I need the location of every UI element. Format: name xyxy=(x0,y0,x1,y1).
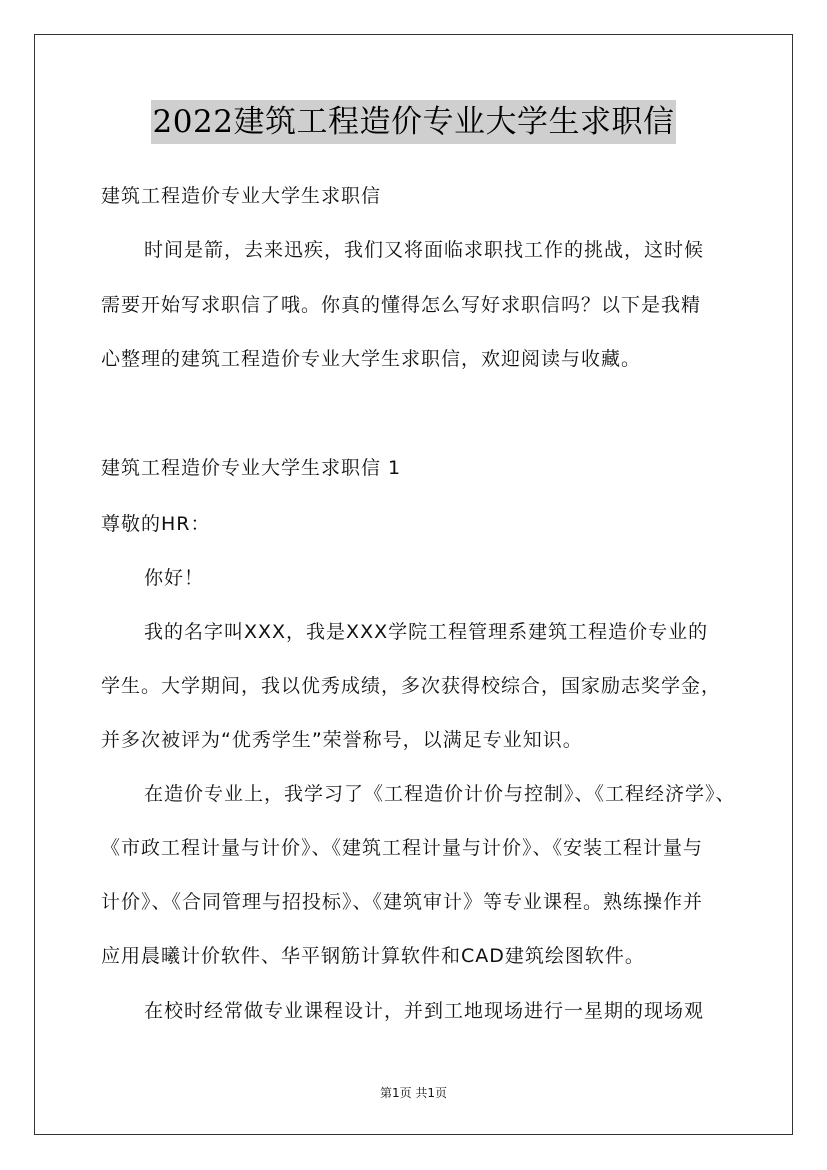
document-title: 2022建筑工程造价专业大学生求职信 xyxy=(151,100,677,144)
paragraph-line: 需要开始写求职信了哦。你真的懂得怎么写好求职信吗？以下是我精 xyxy=(101,294,702,316)
paragraph-line: 在校时经常做专业课程设计，并到工地现场进行一星期的现场观 xyxy=(144,1000,705,1022)
paragraph-line: 在造价专业上，我学习了《工程造价计价与控制》、《工程经济学》、 xyxy=(144,783,736,805)
page-footer: 第1页 共1页 xyxy=(379,1086,448,1100)
paragraph-line: 并多次被评为“优秀学生”荣誉称号，以满足专业知识。 xyxy=(101,729,583,751)
paragraph-line: 心整理的建筑工程造价专业大学生求职信，欢迎阅读与收藏。 xyxy=(101,348,642,370)
paragraph-line: 《市政工程计量与计价》、《建筑工程计量与计价》、《安装工程计量与 xyxy=(101,837,704,859)
paragraph-line: 我的名字叫XXX，我是XXX学院工程管理系建筑工程造价专业的 xyxy=(144,621,709,643)
greeting-line: 你好！ xyxy=(144,567,205,589)
section-heading: 建筑工程造价专业大学生求职信 1 xyxy=(101,457,402,479)
paragraph-line: 学生。大学期间，我以优秀成绩，多次获得校综合，国家励志奖学金， xyxy=(101,675,722,697)
paragraph-line: 应用晨曦计价软件、华平钢筋计算软件和CAD建筑绘图软件。 xyxy=(101,945,645,967)
subtitle-line: 建筑工程造价专业大学生求职信 xyxy=(101,185,382,207)
document-title-wrap xyxy=(0,100,827,144)
paragraph-line: 计价》、《合同管理与招投标》、《建筑审计》等专业课程。熟练操作并 xyxy=(101,891,704,913)
paragraph-line: 时间是箭，去来迅疾，我们又将面临求职找工作的挑战，这时候 xyxy=(144,239,705,261)
salutation-line: 尊敬的HR： xyxy=(101,513,211,535)
